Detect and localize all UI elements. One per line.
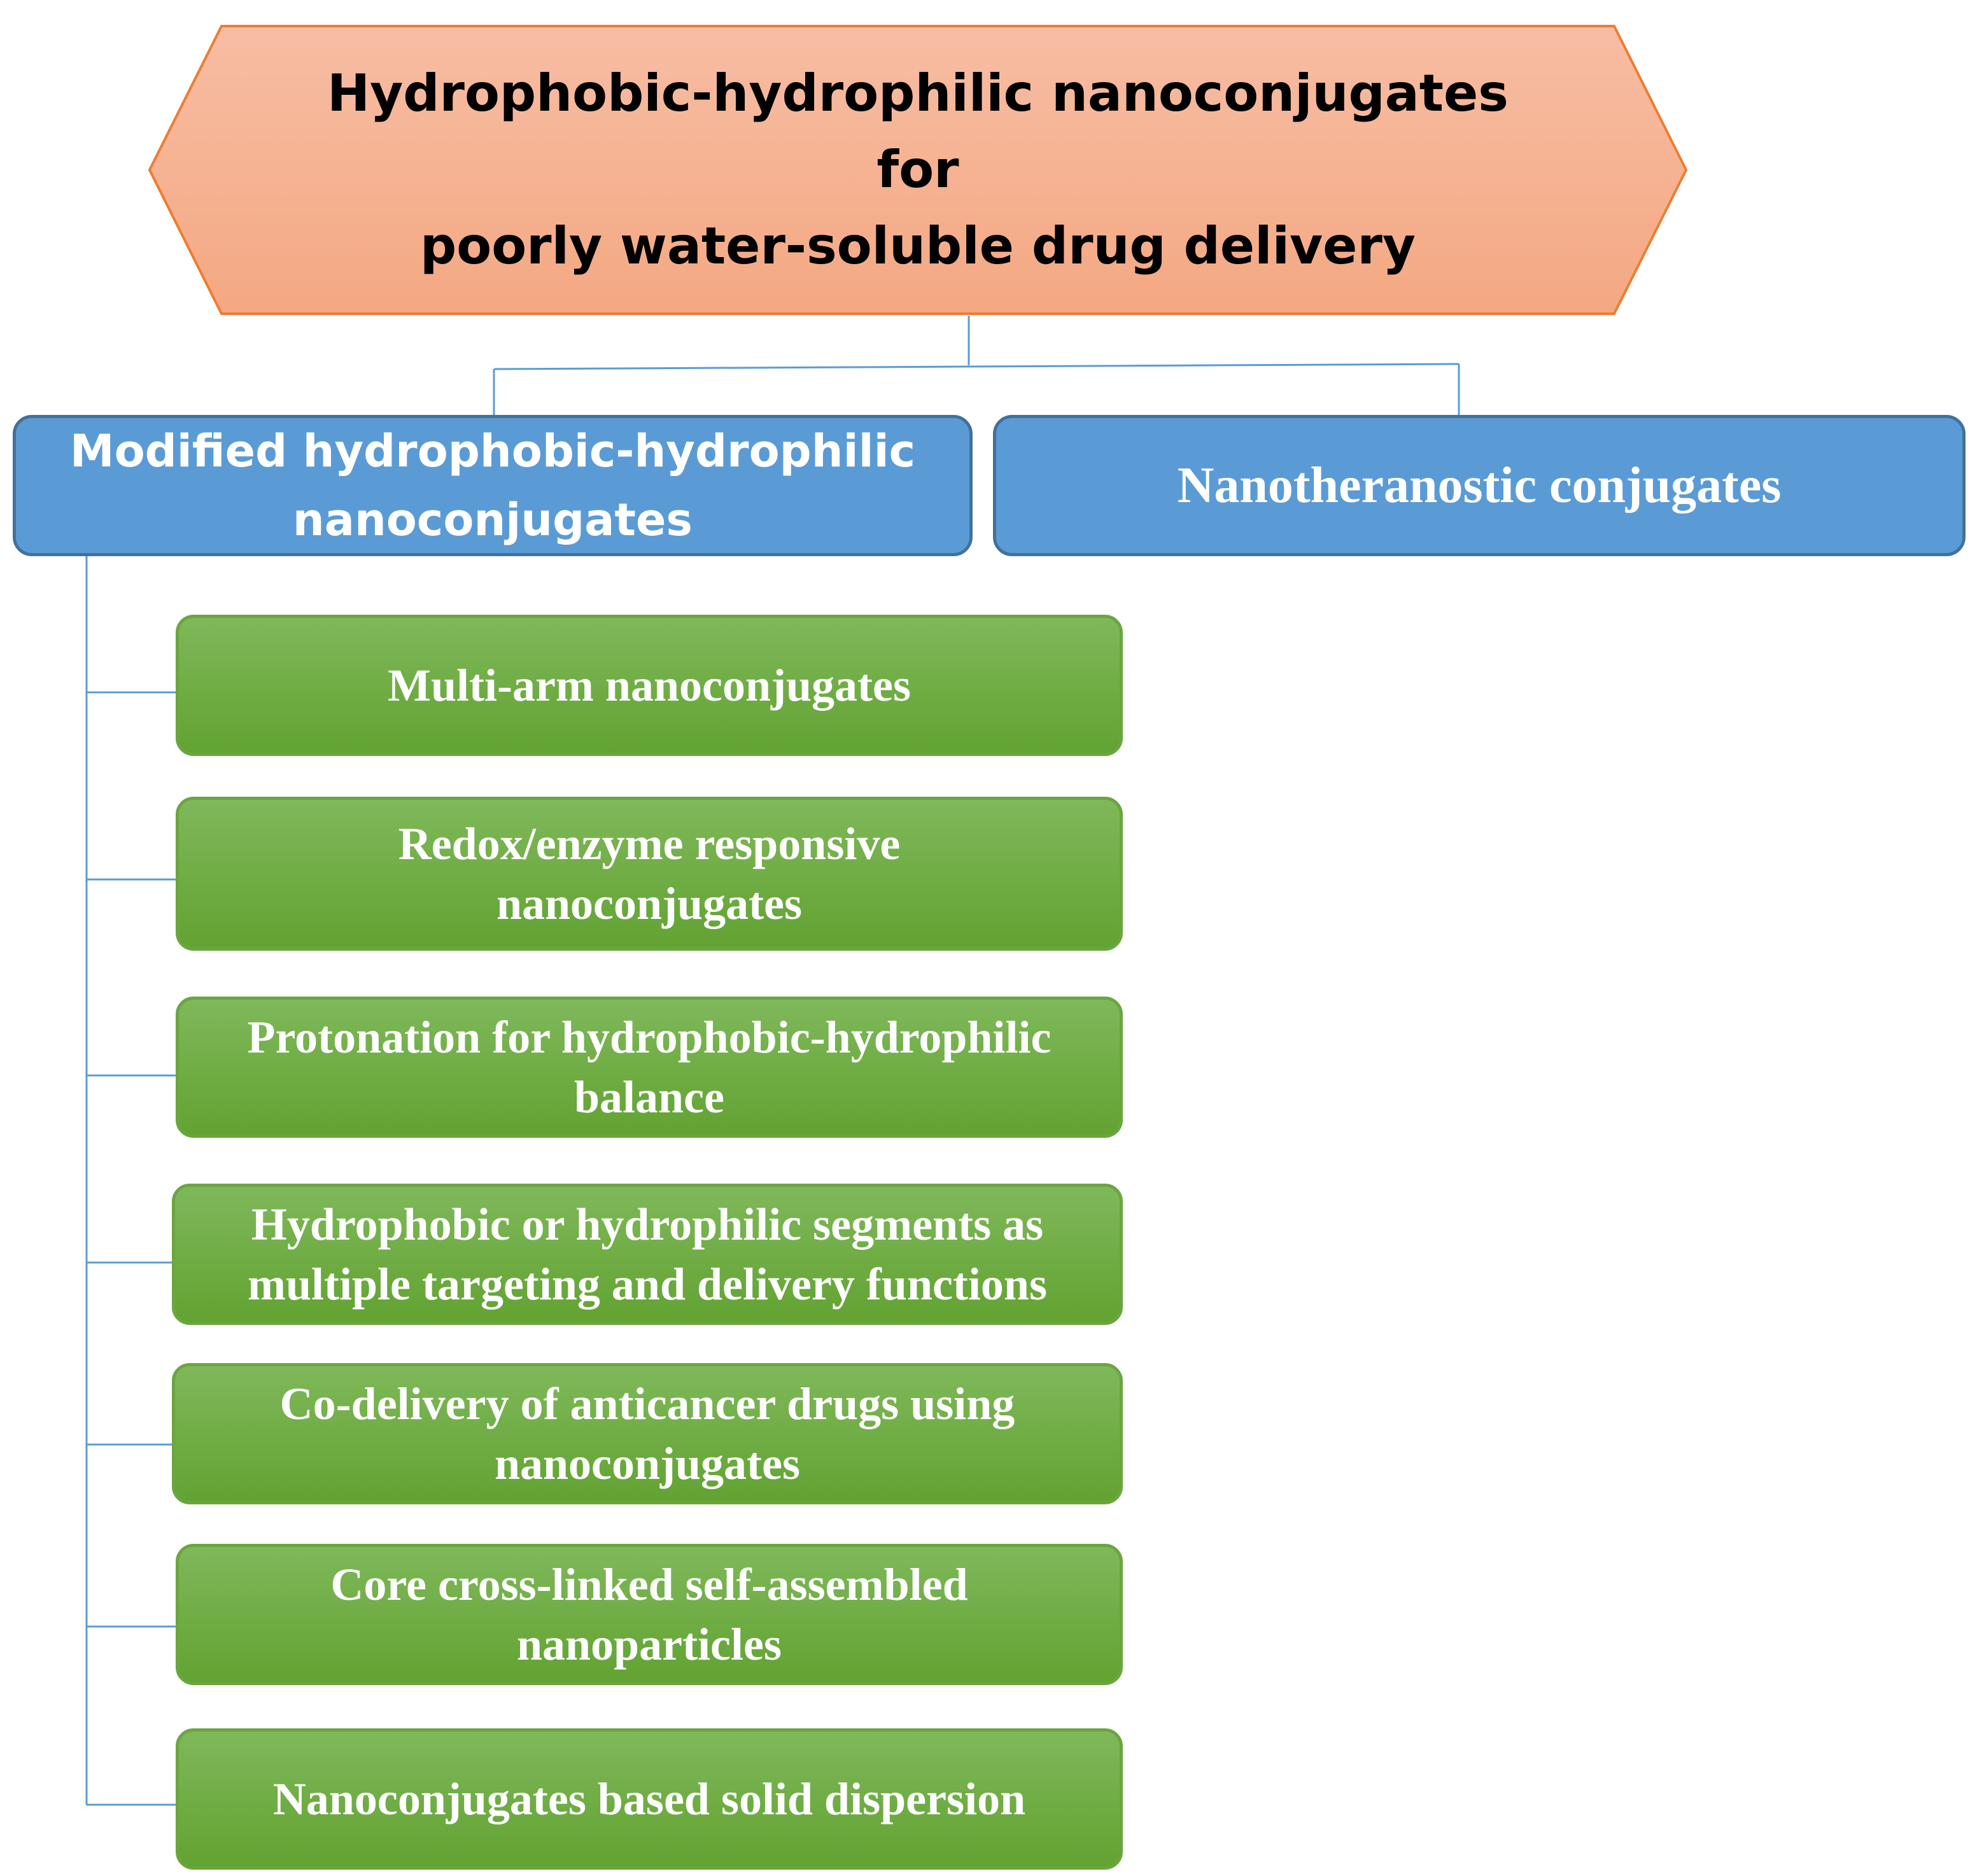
subcategory-line-1: Multi-arm nanoconjugates [388, 660, 911, 711]
category-nanotheranostic-conjugates [993, 415, 1966, 556]
title-line-2: poorly water-soluble drug delivery [419, 216, 1416, 276]
subcategory-core-cross-linked [176, 1544, 1123, 1685]
subcategory-line-1: Protonation for hydrophobic-hydrophilic [247, 1012, 1052, 1063]
subcategory-protonation [176, 997, 1123, 1138]
subcategory-line-2: nanoparticles [516, 1619, 782, 1670]
title-banner [148, 24, 1688, 316]
subcategory-line-1: Hydrophobic or hydrophilic segments as [251, 1199, 1044, 1250]
subcategory-line-2: nanoconjugates [494, 1438, 801, 1489]
subcategory-line-2: nanoconjugates [496, 878, 803, 929]
subcategory-co-delivery [172, 1363, 1123, 1504]
subcategory-redox-enzyme [176, 797, 1123, 951]
subcategory-line-1: Nanoconjugates based solid dispersion [272, 1774, 1026, 1824]
subcategory-line-1: Redox/enzyme responsive [398, 818, 901, 869]
title-line-1: Hydrophobic-hydrophilic nanoconjugates for [327, 64, 1509, 199]
subcategory-line-1: Co-delivery of anticancer drugs using [279, 1378, 1015, 1429]
subcategory-segments-targeting [172, 1184, 1123, 1325]
category-right-label: Nanotheranostic conjugates [1177, 458, 1782, 514]
category-left-line-1: Modified hydrophobic-hydrophilic [69, 425, 916, 477]
title-connector-bar [494, 364, 1459, 369]
subcategory-line-2: multiple targeting and delivery functions [248, 1259, 1047, 1310]
category-modified-nanoconjugates [13, 415, 973, 556]
diagram-title [148, 24, 1688, 316]
subcategory-multi-arm [176, 615, 1123, 756]
category-left-line-2: nanoconjugates [292, 494, 693, 546]
subcategory-line-2: balance [573, 1072, 724, 1123]
subcategory-line-1: Core cross-linked self-assembled [330, 1559, 968, 1610]
subcategory-solid-dispersion [176, 1728, 1123, 1870]
